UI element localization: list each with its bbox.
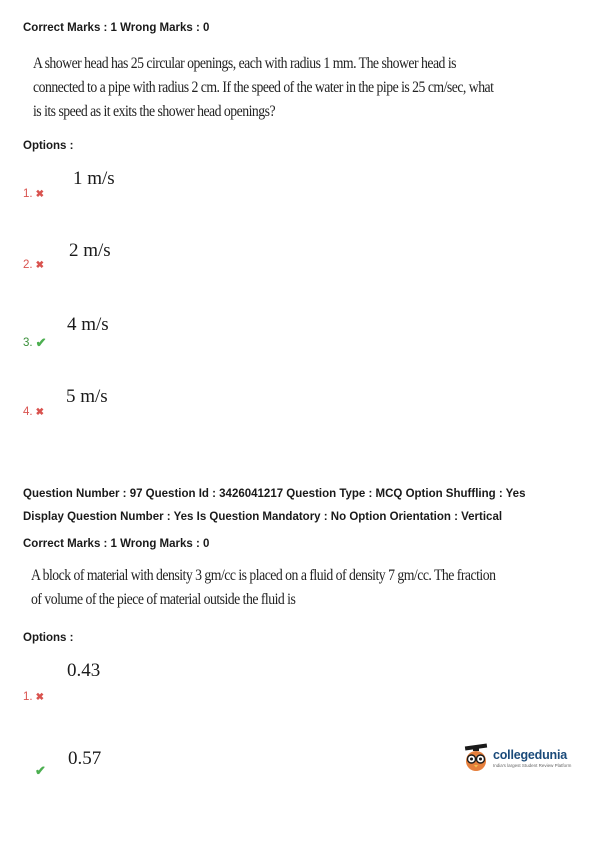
option-number: 1. — [23, 691, 33, 703]
q1-option-1-value: 1 m/s — [73, 168, 115, 189]
wrong-icon: ✖ — [35, 259, 44, 271]
q1-option-1-number[interactable] — [23, 188, 44, 200]
check-icon: ✔ — [35, 763, 46, 778]
option-number: 2. — [23, 259, 33, 271]
q2-text — [31, 564, 495, 612]
option-number: 1. — [23, 188, 33, 200]
q2-meta-line-2: Display Question Number : Yes Is Question Mandatory : No Option Orientation : Vertical — [23, 511, 503, 523]
wrong-icon: ✖ — [35, 691, 44, 703]
q2-option-2-value: 0.57 — [68, 748, 102, 769]
q2-option-1-number[interactable] — [23, 691, 44, 703]
q1-option-2-value: 2 m/s — [69, 240, 111, 261]
check-icon: ✔ — [35, 335, 47, 350]
q1-options-label: Options : — [23, 140, 74, 152]
wrong-icon: ✖ — [35, 188, 44, 200]
q2-text-line: A block of material with density 3 gm/cc is placed on a fluid of density 7 gm/cc. The fraction — [31, 567, 496, 584]
q2-option-1-value: 0.43 — [67, 660, 101, 681]
wrong-icon: ✖ — [35, 406, 44, 418]
logo-name: collegedunia — [493, 748, 568, 762]
q1-option-4-number[interactable] — [23, 406, 44, 418]
logo-text — [493, 748, 571, 768]
q1-text-line: is its speed as it exits the shower head openings? — [33, 103, 276, 120]
q2-text-line: of volume of the piece of material outside the fluid is — [31, 591, 296, 608]
q1-text — [33, 52, 493, 124]
q1-option-4-value: 5 m/s — [66, 386, 108, 407]
q1-marks: Correct Marks : 1 Wrong Marks : 0 — [23, 22, 210, 34]
option-number: 3. — [23, 337, 33, 349]
owl-mascot-icon — [463, 743, 489, 773]
q1-option-3-number[interactable] — [23, 335, 47, 351]
option-number: 4. — [23, 406, 33, 418]
q2-options-label: Options : — [23, 632, 74, 644]
q1-option-2-number[interactable] — [23, 259, 44, 271]
q2-option-2-number[interactable] — [35, 763, 46, 779]
q1-text-line: connected to a pipe with radius 2 cm. If the speed of the water in the pipe is 25 cm/sec, what — [33, 79, 494, 96]
q2-meta-line-1: Question Number : 97 Question Id : 3426041217 Question Type : MCQ Option Shuffling : Yes — [23, 488, 526, 500]
logo-tagline: India's largest Student Review Platform — [493, 763, 572, 768]
q1-option-3-value: 4 m/s — [67, 314, 109, 335]
collegedunia-logo — [463, 743, 571, 773]
q1-text-line: A shower head has 25 circular openings, each with radius 1 mm. The shower head is — [33, 55, 456, 72]
q2-marks: Correct Marks : 1 Wrong Marks : 0 — [23, 538, 210, 550]
